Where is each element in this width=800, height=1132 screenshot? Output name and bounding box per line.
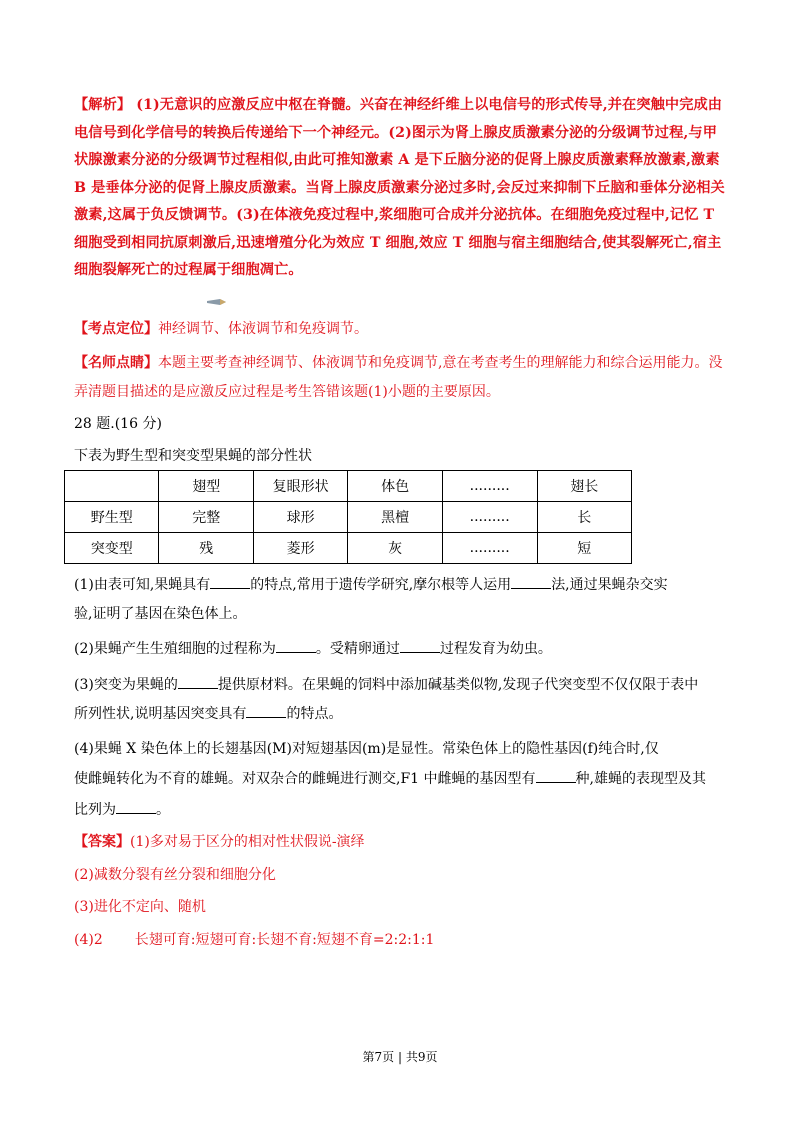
table-cell: ......... bbox=[442, 502, 537, 533]
q4-text-d: 。 bbox=[156, 802, 170, 818]
q1-text-c: 法,通过果蝇杂交实 bbox=[551, 577, 668, 593]
answer-2: (2)减数分裂有丝分裂和细胞分化 bbox=[74, 867, 276, 883]
q2-text-b: 。受精卵通过 bbox=[315, 641, 400, 657]
table-cell: 野生型 bbox=[65, 502, 159, 533]
answer-blank[interactable] bbox=[276, 640, 316, 653]
analysis-text: (1)无意识的应激反应中枢在脊髓。兴奋在神经纤维上以电信号的形式传导,并在突触中完成由电信号到化学信号的转换后传递给下一个神经元。(2)图示为肾上腺皮质激素分泌的分级调节过程,与甲状腺激素分泌的分级调节过程相似,由此可推知激素 A 是下丘脑分泌的促肾上腺皮质激素释放激素,激素 B 是垂体分泌的促肾上腺皮质激素。当肾上腺皮质激素分泌过多时,会反过来抑制下丘脑和垂体分泌相关激素,这属于负反馈调节。(3)在体液免疫过程中,浆细胞可合成并分泌抗体。在细胞免疫过程中,记忆 T 细胞受到相同抗原刺激后,迅速增殖分化为效应 T 细胞,效应 T 细胞与宿主细胞结合,使其裂解死亡,宿主细胞裂解死亡的过程属于细胞凋亡。 bbox=[74, 97, 725, 278]
answer-1: (1)多对易于区分的相对性状假说-演绎 bbox=[130, 834, 365, 850]
q3-text-a: (3)突变为果蝇的 bbox=[74, 677, 178, 693]
mingshi-tag: 【名师点睛】 bbox=[74, 355, 158, 371]
answer-tag: 【答案】 bbox=[74, 834, 130, 850]
table-cell: 长 bbox=[537, 502, 631, 533]
answer-line-1 bbox=[74, 831, 365, 851]
answer-blank[interactable] bbox=[178, 676, 218, 689]
question-part-4-line-3 bbox=[74, 799, 170, 819]
answer-line-4 bbox=[74, 929, 434, 949]
table-cell: 短 bbox=[537, 533, 631, 564]
page-footer: 第7页 | 共9页 bbox=[362, 1050, 438, 1064]
table-cell: 翅型 bbox=[159, 471, 253, 502]
question-part-4-line-1: (4)果蝇 X 染色体上的长翅基因(M)对短翅基因(m)是显性。常染色体上的隐性基因(f)纯合时,仅 bbox=[74, 741, 659, 757]
question-part-1 bbox=[74, 571, 728, 629]
kaodian-tag: 【考点定位】 bbox=[74, 321, 158, 337]
pencil-mark-icon bbox=[206, 296, 228, 308]
q2-text-a: (2)果蝇产生生殖细胞的过程称为 bbox=[74, 641, 276, 657]
table-cell: ......... bbox=[442, 471, 537, 502]
question-intro: 下表为野生型和突变型果蝇的部分性状 bbox=[74, 448, 312, 464]
question-part-4-line-2 bbox=[74, 768, 706, 788]
table-cell: 翅长 bbox=[537, 471, 631, 502]
answer-blank[interactable] bbox=[246, 705, 286, 718]
mingshi-text-1: 本题主要考查神经调节、体液调节和免疫调节,意在考查考生的理解能力和综合运用能力。没 bbox=[158, 355, 723, 371]
table-row bbox=[65, 502, 632, 533]
table-row bbox=[65, 533, 632, 564]
analysis-paragraph bbox=[74, 92, 726, 285]
q1-text-a: (1)由表可知,果蝇具有 bbox=[74, 577, 211, 593]
kaodian-line bbox=[74, 318, 368, 338]
q3-text-c: 所列性状,说明基因突变具有 bbox=[74, 706, 247, 722]
table-cell: 残 bbox=[159, 533, 253, 564]
mingshi-line-2: 弄清题目描述的是应激反应过程是考生答错该题(1)小题的主要原因。 bbox=[74, 384, 500, 400]
table-cell: 菱形 bbox=[253, 533, 347, 564]
answer-blank[interactable] bbox=[400, 640, 440, 653]
table-cell: 灰 bbox=[348, 533, 442, 564]
table-cell: 体色 bbox=[348, 471, 442, 502]
mingshi-line-1 bbox=[74, 352, 722, 372]
q3-text-d: 的特点。 bbox=[286, 706, 343, 722]
answer-blank[interactable] bbox=[116, 801, 156, 814]
answer-blank[interactable] bbox=[511, 576, 551, 589]
table-cell: 完整 bbox=[159, 502, 253, 533]
kaodian-text: 神经调节、体液调节和免疫调节。 bbox=[158, 321, 368, 337]
traits-table bbox=[64, 470, 632, 564]
question-part-3 bbox=[74, 671, 728, 729]
analysis-tag: 【解析】 bbox=[74, 97, 132, 113]
q3-text-b: 提供原材料。在果蝇的饲料中添加碱基类似物,发现子代突变型不仅仅限于表中 bbox=[217, 677, 699, 693]
answer-blank[interactable] bbox=[536, 770, 576, 783]
answer-blank[interactable] bbox=[210, 576, 250, 589]
answer-4-rest: 长翅可育:短翅可育:长翅不育:短翅不育=2:2:1:1 bbox=[134, 932, 435, 948]
table-cell: 黑檀 bbox=[348, 502, 442, 533]
q4-text-b: 种,雄蝇的表现型及其 bbox=[575, 771, 706, 787]
answer-3: (3)进化不定向、随机 bbox=[74, 899, 206, 915]
table-cell: 球形 bbox=[253, 502, 347, 533]
q1-text-b: 的特点,常用于遗传学研究,摩尔根等人运用 bbox=[250, 577, 512, 593]
q2-text-c: 过程发育为幼虫。 bbox=[439, 641, 552, 657]
table-cell: ......... bbox=[442, 533, 537, 564]
answer-4-prefix: (4)2 bbox=[74, 932, 103, 948]
table-cell: 复眼形状 bbox=[253, 471, 347, 502]
question-number: 28 题.(16 分) bbox=[74, 416, 162, 432]
q4-text-a: 使雌蝇转化为不育的雄蝇。对双杂合的雌蝇进行测交,F1 中雌蝇的基因型有 bbox=[74, 771, 536, 787]
question-part-2 bbox=[74, 638, 552, 658]
q1-text-d: 验,证明了基因在染色体上。 bbox=[74, 606, 247, 622]
table-cell bbox=[65, 471, 159, 502]
table-cell: 突变型 bbox=[65, 533, 159, 564]
table-header-row bbox=[65, 471, 632, 502]
q4-text-c: 比列为 bbox=[74, 802, 116, 818]
